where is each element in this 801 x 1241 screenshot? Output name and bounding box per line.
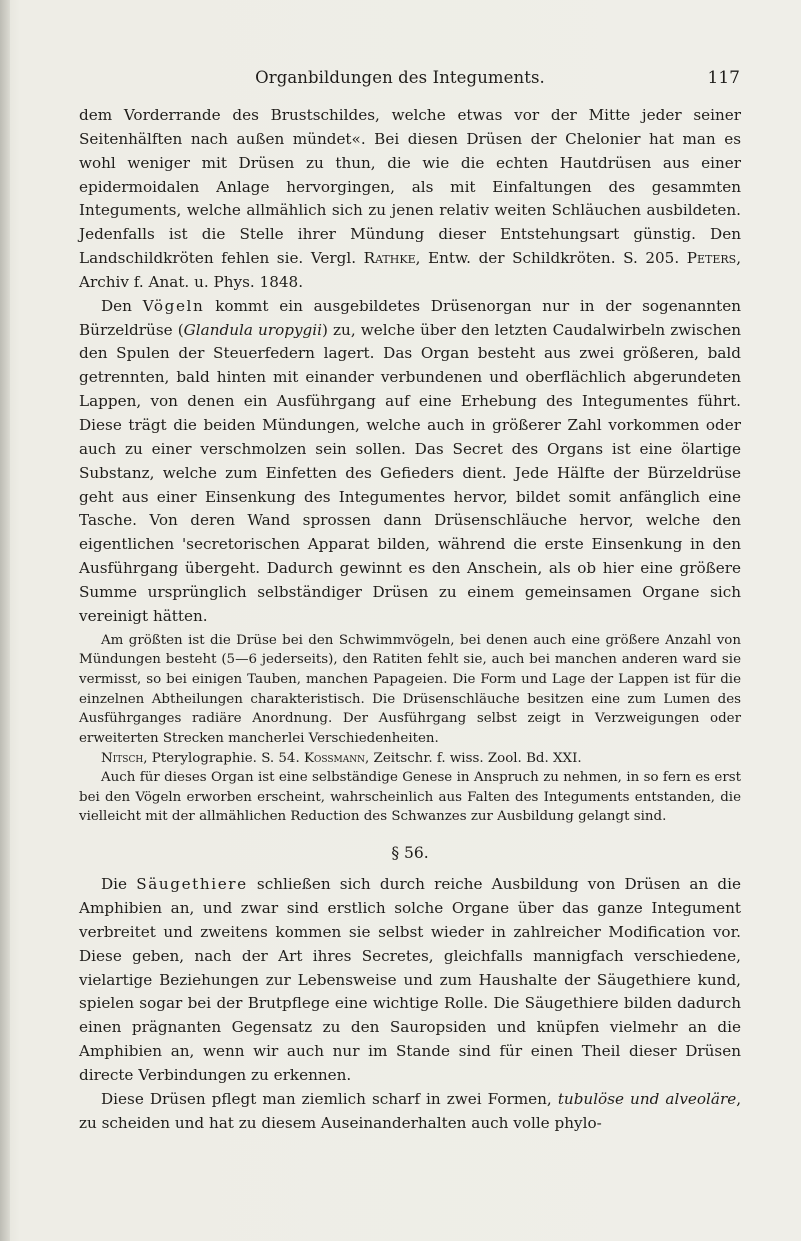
paragraph-chelonier-glands <box>79 104 741 295</box>
running-head <box>0 68 801 92</box>
section-heading: § 56. <box>391 844 429 863</box>
italic-conjunction: und <box>630 1089 660 1108</box>
citation-text: , Pterylographie. S. 54. <box>143 750 300 766</box>
paragraph-mammals <box>79 873 741 1088</box>
binding-edge <box>0 0 10 1241</box>
italic-term: tubulöse <box>557 1089 624 1108</box>
paragraph-text: dem Vorderrande des Brustschildes, welche etwas vor der Mitte jeder seiner Seitenhälften nach außen mündet«. Bei diesen Drüsen der Chelonier hat man es wohl weniger mit Drüsen zu thun, die wie die echten Hautdrüsen aus einer epidermoidalen Anlage hervorgingen, als mit Einfaltungen des gesammten Integuments, welche allmählich sich zu jenen relativ weiten Schläuchen ausbildeten. Jedenfalls ist die Stelle ihrer Mündung dieser Entstehungsart günstig. Den Landschildkröten fehlen sie. Vergl. <box>79 106 741 268</box>
author-reference: Rathke <box>363 249 416 268</box>
paragraph-bird-uropygial-gland <box>79 295 741 629</box>
italic-term: alveoläre <box>665 1089 737 1108</box>
page-number: 117 <box>707 68 740 88</box>
latin-term: Glandula uropygii <box>183 320 322 339</box>
paragraph-genesis: Auch für dieses Organ ist eine selbständige Genese in Anspruch zu nehmen, in so fern es erst bei den Vögeln erworben erscheint, wahrscheinlich aus Falten des Integuments entstanden, die vielleicht mit der allmählichen Reduction des Schwanzes zur Ausbildung gelangt sind. <box>79 770 741 825</box>
running-title: Organbildungen des Integuments. <box>255 68 545 87</box>
paragraph-text: schließen sich durch reiche Ausbildung von Drüsen an die Amphibien an, und zwar sind erstlich solche Organe über das ganze Integument verbreitet und zweitens kommen sie selbst wieder in zahlreicher Modification vor. Diese geben, nach der Art ihres Secretes, gleichfalls mannigfach verschiedene, vielartige Beziehungen zur Lebensweise und zum Haushalte der Säugethiere kund, spielen sogar bei der Brutpflege eine wichtige Rolle. Die Säugethiere bilden dadurch einen prägnanten Gegensatz zu den Sauropsiden und knüpfen vielmehr an die Amphibien an, wenn wir auch nur im Stande sind für einen Theil dieser Drüsen directe Verbindungen zu erkennen. <box>79 875 741 1084</box>
paragraph-lead-word: Die <box>101 875 128 894</box>
paragraph-text: Diese Drüsen pflegt man ziemlich scharf in zwei Formen, <box>101 1089 552 1108</box>
citation-text: , Archiv f. Anat. u. Phys. 1848. <box>79 249 742 291</box>
citation-text: , Zeitschr. f. wiss. Zool. Bd. XXI. <box>365 750 582 766</box>
emphasized-term: Säugethiere <box>136 875 248 894</box>
paragraph-lead-word: Den <box>101 296 132 315</box>
paragraph-swimming-birds: Am größten ist die Drüse bei den Schwimmvögeln, bei denen auch eine größere Anzahl von Mündungen besteht (5—6 jederseits), den Ratiten fehlt sie, auch bei manchen anderen ward sie vermisst, so bei einigen Tauben, manchen Papageien. Die Form und Lage der Lappen ist für die einzelnen Abtheilungen charakteristisch. Die Drüsenschläuche besitzen eine zum Lumen des Ausführganges radiäre Anordnung. Der Ausführgang selbst zeigt in Verzweigungen oder erweiterten Strecken mancherlei Verschiedenheiten. <box>79 632 741 746</box>
page-content <box>79 104 741 1135</box>
paragraph-text: ) zu, welche über den letzten Caudalwirbeln zwischen den Spulen der Steuerfedern lagert. Das Organ besteht aus zwei größeren, bald getrennten, bald hinten mit einander verbundenen und oberflächlich abgerundeten Lappen, von denen ein Ausführgang auf eine Erhebung des Integumentes führt. Diese trägt die beiden Mündungen, welche auch in größerer Zahl vorkommen oder auch zu einer verschmolzen sein sollen. Das Secret des Organs ist eine ölartige Substanz, welche zum Einfetten des Gefieders dient. Jede Hälfte der Bürzeldrüse geht aus einer Einsenkung des Integumentes hervor, bildet somit anfänglich eine Tasche. Von deren Wand sprossen dann Drüsenschläuche hervor, welche den eigentlichen 'secretorischen Apparat bilden, während die erste Einsenkung in den Ausführgang übergeht. Dadurch gewinnt es den Anschein, als ob hier eine größere Summe ursprünglich selbständiger Drüsen zu einem gemeinsamen Organe sich vereinigt hätten. <box>79 320 741 625</box>
paragraph-text: , zu scheiden und hat zu diesem Auseinanderhalten auch volle phylo- <box>79 1089 742 1132</box>
paragraph-text: kommt ein ausgebildetes Drüsenorgan nur in der sogenannten Bürzeldrüse ( <box>79 296 741 339</box>
paragraph-gland-forms <box>79 1088 741 1136</box>
author-reference: Nitsch <box>101 750 144 766</box>
paragraph-references <box>79 749 741 769</box>
author-reference: Peters <box>686 249 737 268</box>
emphasized-term: Vögeln <box>142 296 205 315</box>
author-reference: Kossmann <box>303 750 366 766</box>
citation-text: , Entw. der Schildkröten. S. 205. <box>415 249 680 268</box>
